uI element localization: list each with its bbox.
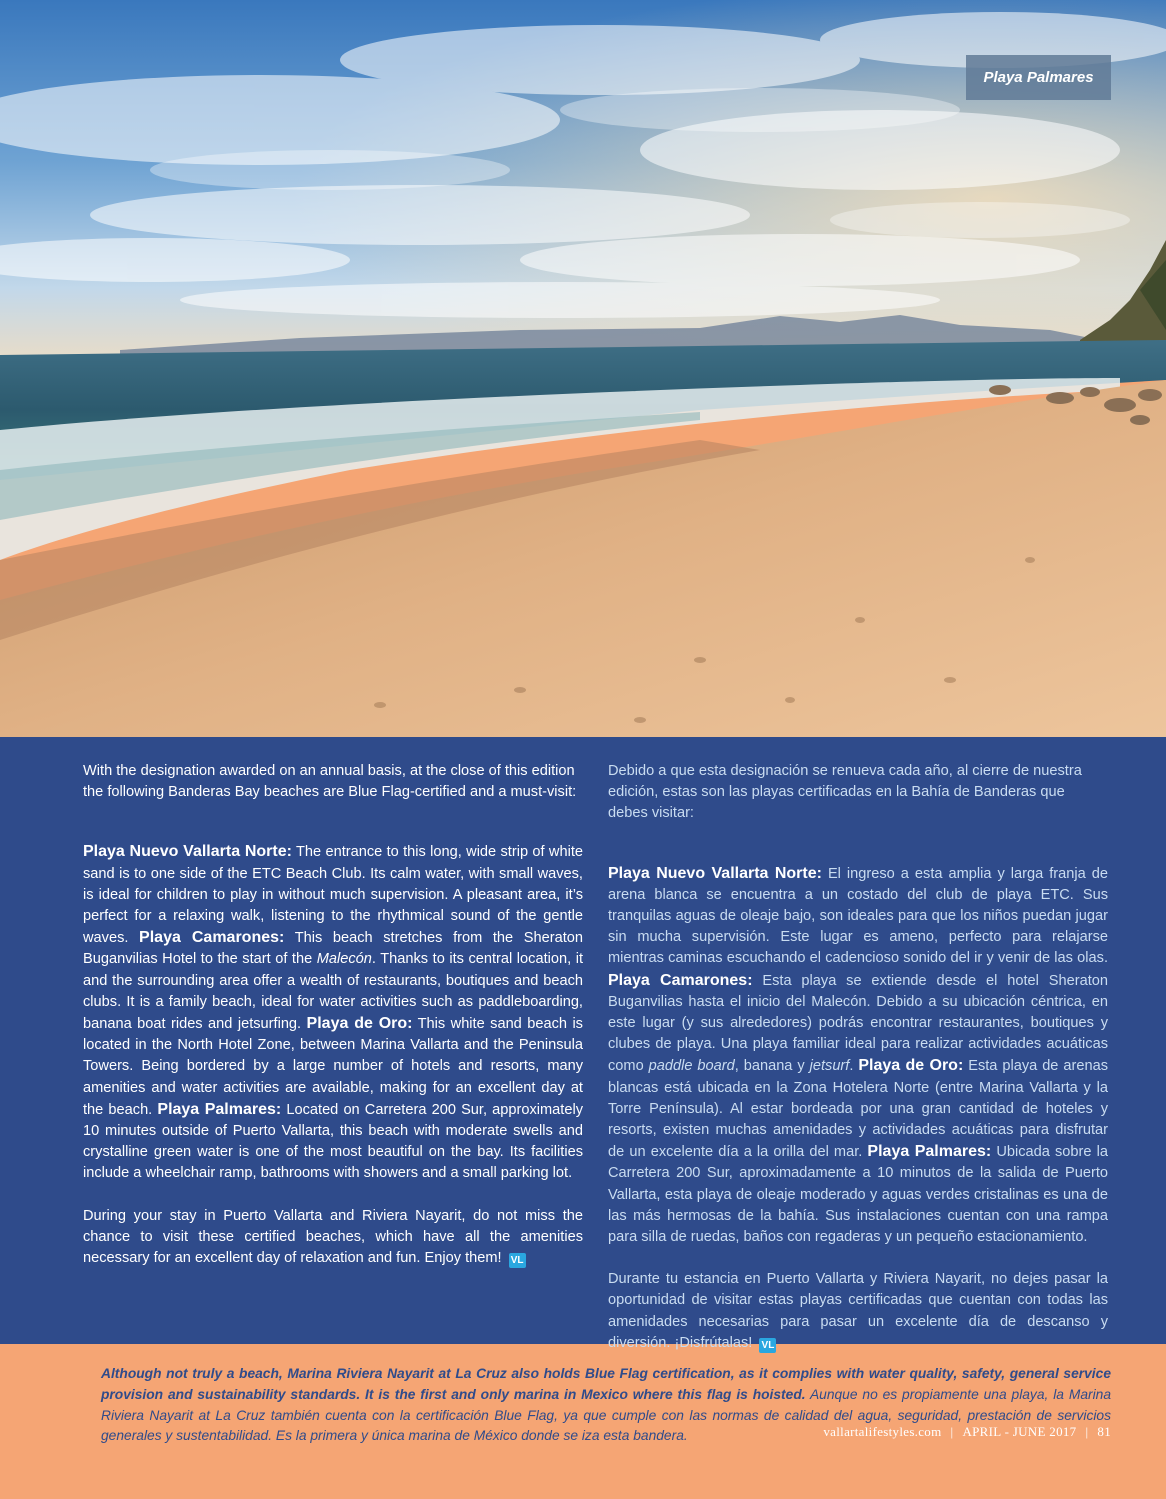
closing-en xyxy=(83,1206,583,1270)
beach-name: Playa Nuevo Vallarta Norte: xyxy=(83,843,292,861)
article-band xyxy=(0,737,1166,1351)
beach-text-emphasis: paddle board xyxy=(648,1058,735,1075)
footer-separator: | xyxy=(1085,1424,1089,1439)
beach-name: Playa Palmares: xyxy=(157,1100,282,1118)
closing-es xyxy=(608,1269,1108,1354)
beach-text: Esta playa de arenas blancas está ubicada en la Zona Hotelera Norte (entre Marina Vallarta y la Torre Península). Al estar bordeada por una gran cantidad de hoteles y resorts, existen muchas amenidades y actividades acuáticas para disfrutar de un excelente día a la orilla del mar. xyxy=(608,1058,1108,1161)
beach-text: Ubicada sobre la Carretera 200 Sur, aproximadamente a 10 minutos de la salida de Puerto Vallarta, esta playa de oleaje moderado y aguas verdes cristalinas es una de las más hermosas de la bahía. Sus instalaciones cuentan con una rampa para silla de ruedas, baños con regaderas y un pequeño estacionamiento. xyxy=(608,1144,1108,1246)
marina-note-english: Although not truly a beach, Marina Riviera Nayarit at La Cruz also holds Blue Flag certification, as it complies with water quality, safety, general service provision and sustainability standards. It is the first and only marina in Mexico where this flag is hoisted. xyxy=(101,1366,1111,1402)
footer-website: vallartalifestyles.com xyxy=(823,1424,942,1439)
page-footer xyxy=(823,1424,1111,1440)
beach-text: . Thanks to its central location, it and the surrounding area offer a wealth of restaurants, boutiques and beach clubs. It is a family beach, ideal for water activities such as paddleboarding, banana boat rides and jetsurfing. xyxy=(83,951,583,1033)
beach-text: This beach stretches from the Sheraton Buganvilias Hotel to the start of the xyxy=(83,930,584,968)
footer-separator: | xyxy=(950,1424,954,1439)
footer-issue: APRIL - JUNE 2017 xyxy=(962,1424,1077,1439)
beach-photo-illustration xyxy=(0,0,1166,737)
beaches-paragraph-en xyxy=(83,841,583,1184)
beach-text: . xyxy=(849,1058,859,1075)
beach-name: Playa Camarones: xyxy=(608,971,753,989)
beach-text: Esta playa se extiende desde el hotel Sheraton Buganvilias hasta el inicio del Malecón. Debido a su ubicación céntrica, en este lugar (y sus alrededores) podrás encontrar restaurantes, boutiques y clubes de playa. Una playa familiar ideal para realizar actividades acuáticas como xyxy=(608,972,1108,1075)
page-number: 81 xyxy=(1097,1424,1111,1439)
hero-photo xyxy=(0,0,1166,737)
beach-name: Playa de Oro: xyxy=(306,1015,413,1033)
english-column xyxy=(83,761,583,1269)
beach-text: , banana y xyxy=(734,1058,810,1075)
closing-text: Durante tu estancia en Puerto Vallarta y Riviera Nayarit, no dejes pasar la oportunidad de visitar estas playas certificadas que cuentan con todas las amenidades necesarias para pasar un excelente día de descanso y diversión. ¡Disfrútalas! xyxy=(608,1271,1108,1351)
beach-name: Playa Camarones: xyxy=(139,929,285,947)
closing-text: During your stay in Puerto Vallarta and Riviera Nayarit, do not miss the chance to visit these certified beaches, which have all the amenities necessary for an excellent day of relaxation and fun. Enjoy them! xyxy=(83,1207,583,1267)
photo-caption: Playa Palmares xyxy=(966,55,1111,100)
spanish-column xyxy=(608,761,1108,1354)
beach-name: Playa de Oro: xyxy=(858,1057,964,1075)
beach-name: Playa Nuevo Vallarta Norte: xyxy=(608,864,822,882)
beach-text: El ingreso a esta amplia y larga franja de arena blanca se encuentra a un costado del club de playa ETC. Sus tranquilas aguas de oleaje bajo, son ideales para que los niños puedan jugar sin mucha supervisión. Este lugar es ameno, perfecto para relajarse mientras caminas escuchando el cadencioso sonido del ir y venir de las olas. xyxy=(608,865,1108,967)
marina-note-spanish: Aunque no es propiamente una playa, la Marina Riviera Nayarit at La Cruz también cuenta con la certificación Blue Flag, ya que cumple con las normas de calidad del agua, seguridad, prestación de servicios generales y sustentabilidad. Es la primera y única marina de México donde se iza esta bandera. xyxy=(101,1386,1111,1444)
beach-text: Located on Carretera 200 Sur, approximately 10 minutes outside of Puerto Vallarta, this beach with moderate swells and crystalline green water is one of the most beautiful on the bay. Its facilities include a wheelchair ramp, bathrooms with showers and a small parking lot. xyxy=(83,1101,584,1182)
beach-name: Playa Palmares: xyxy=(867,1143,992,1161)
vl-logo-badge: VL xyxy=(759,1338,776,1353)
beach-text: The entrance to this long, wide strip of white sand is to one side of the ETC Beach Club. Its calm water, with small waves, is ideal for children to play in without much supervision. A pleasant area, it’s perfect for a relaxing walk, listening to the rhythmical sound of the gentle waves. xyxy=(83,844,583,947)
beaches-paragraph-es xyxy=(608,863,1108,1249)
intro-en: With the designation awarded on an annual basis, at the close of this edition the following Banderas Bay beaches are Blue Flag-certified and a must-visit: xyxy=(83,763,577,801)
intro-es: Debido a que esta designación se renueva cada año, al cierre de nuestra edición, estas son las playas certificadas en la Bahía de Banderas que debes visitar: xyxy=(608,763,1082,822)
beach-text-emphasis: Malecón xyxy=(316,951,372,968)
beach-text: This white sand beach is located in the North Hotel Zone, between Marina Vallarta and the Peninsula Towers. Being bordered by a large number of hotels and resorts, many amenities and water activities are available, making for an excellent day at the beach. xyxy=(83,1016,583,1118)
vl-logo-badge: VL xyxy=(509,1253,526,1268)
beach-text-emphasis: jetsurf xyxy=(809,1058,850,1075)
